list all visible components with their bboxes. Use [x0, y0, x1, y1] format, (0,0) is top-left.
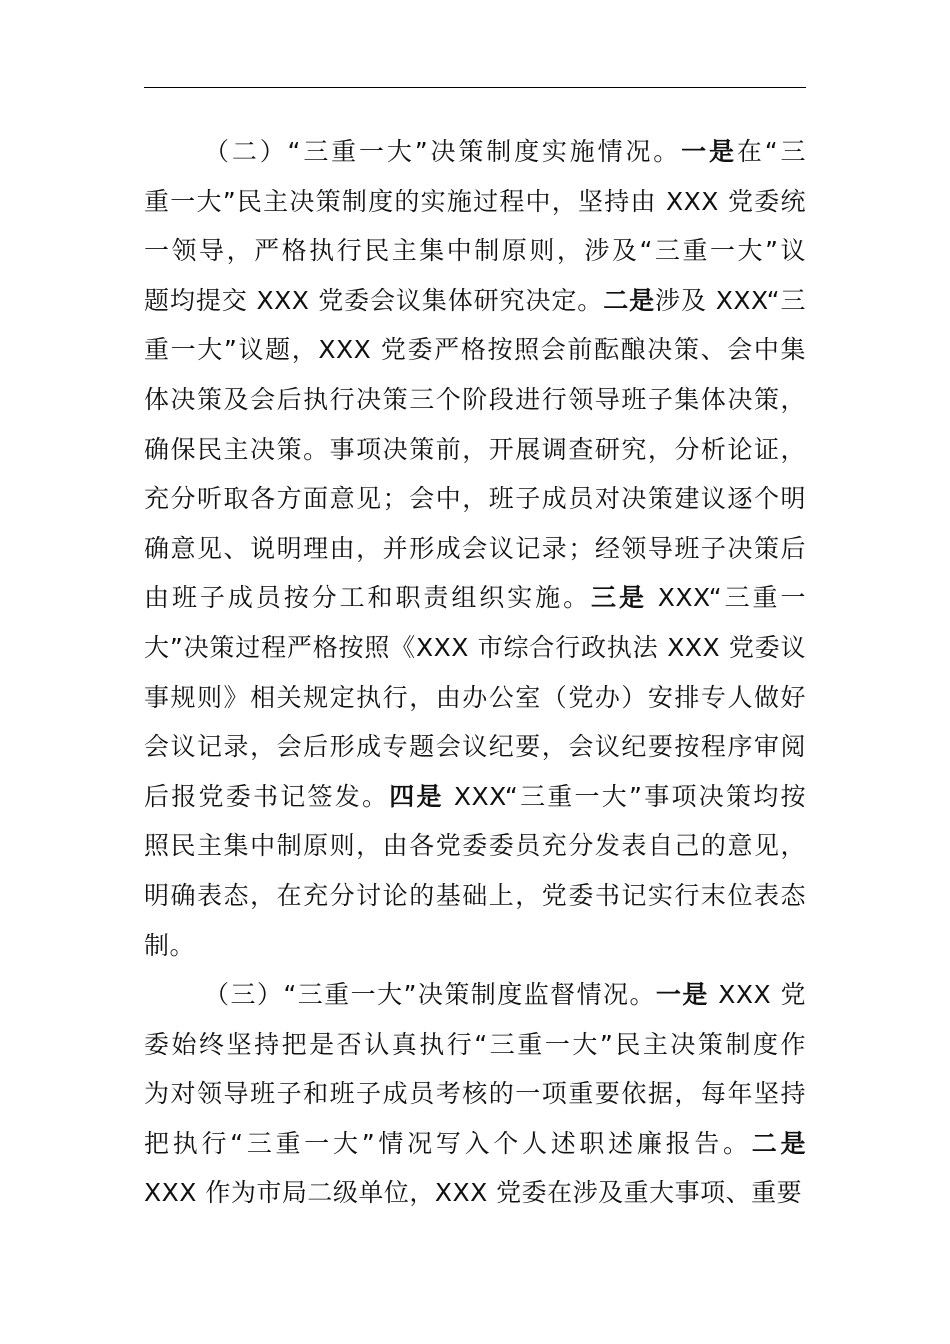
text-run: 涉及 XXX“三 — [655, 285, 806, 315]
text-run: 重一大”议题，XXX 党委严格按照会前酝酿决策、会中集 — [144, 335, 806, 365]
text-line — [144, 474, 806, 524]
text-run: 由班子成员按分工和职责组织实施。 — [144, 583, 592, 613]
bold-lead-phrase: 一是 — [681, 137, 737, 166]
text-line — [144, 375, 806, 425]
text-run: （三）“三重一大”决策制度监督情况。 — [204, 980, 656, 1010]
text-run: 大”决策过程严格按照《XXX 市综合行政执法 XXX 党委议 — [144, 632, 806, 662]
text-line — [144, 921, 806, 971]
document-body — [144, 127, 806, 1218]
text-line — [144, 722, 806, 772]
text-line — [144, 524, 806, 574]
text-run: 委始终坚持把是否认真执行“三重一大”民主决策制度作 — [144, 1029, 806, 1059]
text-run: XXX“三重一 — [646, 583, 806, 613]
text-run: 体决策及会后执行决策三个阶段进行领导班子集体决策， — [144, 384, 806, 414]
paragraph — [144, 127, 806, 970]
text-run: 题均提交 XXX 党委会议集体研究决定。 — [144, 285, 604, 315]
paragraph — [144, 970, 806, 1218]
text-line — [144, 623, 806, 673]
text-line — [144, 177, 806, 227]
text-run: 照民主集中制原则，由各党委委员充分发表自己的意见， — [144, 831, 806, 861]
text-run: 在“三 — [736, 137, 807, 166]
text-run: 一领导，严格执行民主集中制原则，涉及“三重一大”议 — [144, 236, 806, 266]
text-line — [144, 276, 806, 326]
bold-lead-phrase: 一是 — [655, 980, 709, 1010]
text-run: 会议记录，会后形成专题会议纪要，会议纪要按程序审阅 — [144, 732, 806, 762]
text-line — [144, 425, 806, 475]
text-line — [144, 325, 806, 375]
text-run: XXX 党 — [708, 980, 806, 1010]
text-line — [144, 871, 806, 921]
header-rule — [144, 87, 806, 88]
text-line — [144, 970, 806, 1020]
text-line — [144, 1119, 806, 1169]
text-run: 充分听取各方面意见；会中，班子成员对决策建议逐个明 — [144, 484, 806, 514]
text-run: XXX“三重一大”事项决策均按 — [443, 781, 806, 811]
text-run: XXX 作为市局二级单位，XXX 党委在涉及重大事项、重要 — [144, 1178, 803, 1208]
text-line — [144, 127, 806, 177]
text-run: 重一大”民主决策制度的实施过程中，坚持由 XXX 党委统 — [144, 186, 806, 216]
text-run: 制。 — [144, 930, 196, 960]
bold-lead-phrase: 二是 — [751, 1128, 806, 1158]
text-run: 事规则》相关规定执行，由办公室（党办）安排专人做好 — [144, 682, 806, 712]
bold-lead-phrase: 三是 — [591, 583, 647, 613]
text-run: 后报党委书记签发。 — [144, 781, 390, 811]
text-run: 为对领导班子和班子成员考核的一项重要依据，每年坚持 — [144, 1079, 806, 1109]
text-run: 确意见、说明理由，并形成会议记录；经领导班子决策后 — [144, 533, 806, 563]
text-run: （二）“三重一大”决策制度实施情况。 — [204, 137, 682, 166]
text-line — [144, 1020, 806, 1070]
text-run: 把执行“三重一大”情况写入个人述职述廉报告。 — [144, 1128, 752, 1158]
bold-lead-phrase: 四是 — [389, 781, 444, 811]
text-line — [144, 821, 806, 871]
text-run: 确保民主决策。事项决策前，开展调查研究，分析论证， — [144, 434, 806, 464]
text-run: 明确表态，在充分讨论的基础上，党委书记实行末位表态 — [144, 880, 806, 910]
text-line — [144, 1168, 806, 1218]
text-line — [144, 573, 806, 623]
text-line — [144, 226, 806, 276]
text-line — [144, 673, 806, 723]
bold-lead-phrase: 二是 — [603, 285, 656, 315]
text-line — [144, 772, 806, 822]
text-line — [144, 1069, 806, 1119]
